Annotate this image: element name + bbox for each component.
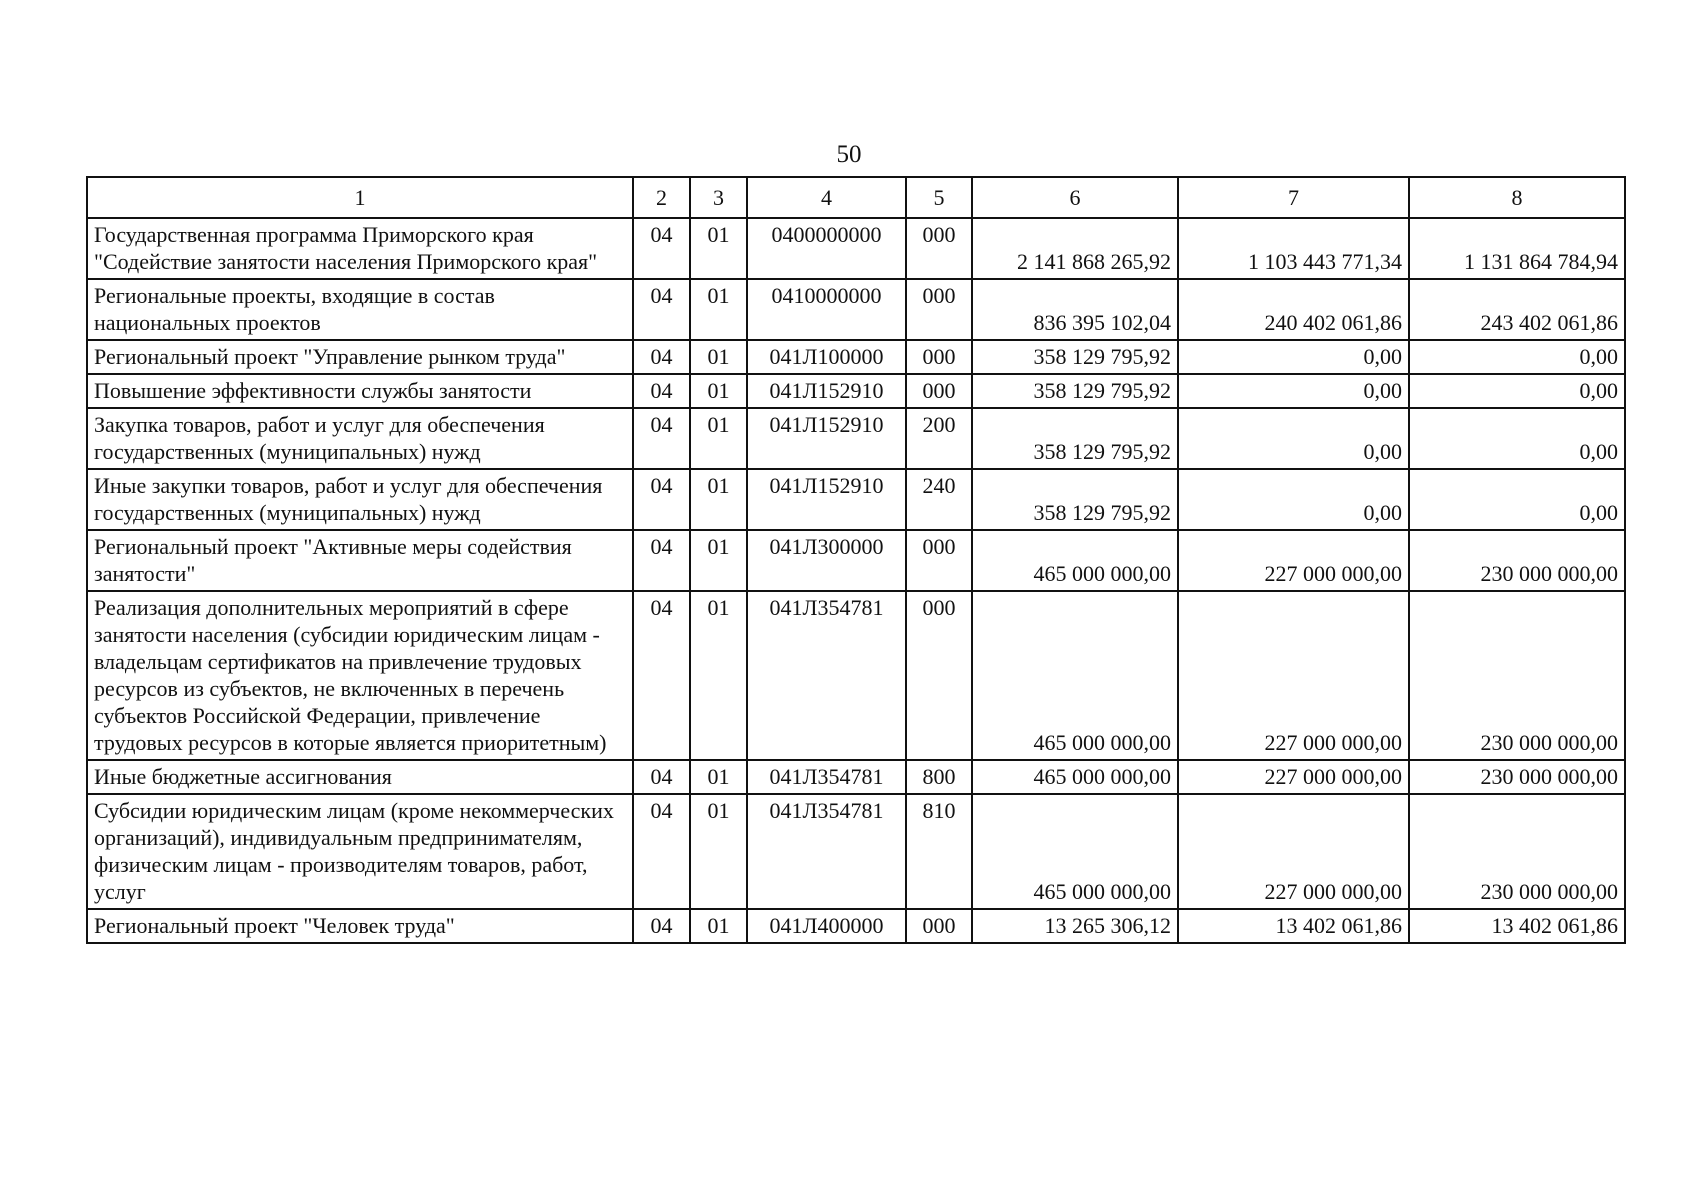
row-target-code: 0400000000 — [747, 218, 906, 279]
row-section-code: 04 — [633, 591, 690, 760]
row-name: Иные бюджетные ассигнования — [87, 760, 633, 794]
row-amount-col6: 2 141 868 265,92 — [972, 218, 1178, 279]
row-subsection-code: 01 — [690, 469, 747, 530]
row-subsection-code: 01 — [690, 340, 747, 374]
row-subsection-code: 01 — [690, 794, 747, 909]
table-row — [87, 794, 1625, 909]
table-row — [87, 408, 1625, 469]
row-name: Региональный проект "Человек труда" — [87, 909, 633, 943]
row-section-code: 04 — [633, 279, 690, 340]
row-subsection-code: 01 — [690, 374, 747, 408]
row-name: Региональные проекты, входящие в состав национальных проектов — [87, 279, 633, 340]
row-target-code: 041Л100000 — [747, 340, 906, 374]
row-subsection-code: 01 — [690, 591, 747, 760]
row-amount-col6: 465 000 000,00 — [972, 530, 1178, 591]
header-col-2: 2 — [633, 177, 690, 218]
row-amount-col8: 230 000 000,00 — [1409, 794, 1625, 909]
row-section-code: 04 — [633, 530, 690, 591]
header-col-7: 7 — [1178, 177, 1409, 218]
header-col-6: 6 — [972, 177, 1178, 218]
row-section-code: 04 — [633, 909, 690, 943]
row-subsection-code: 01 — [690, 279, 747, 340]
row-amount-col8: 230 000 000,00 — [1409, 760, 1625, 794]
row-expense-type-code: 000 — [906, 340, 972, 374]
table-row — [87, 218, 1625, 279]
row-amount-col6: 465 000 000,00 — [972, 760, 1178, 794]
row-amount-col6: 465 000 000,00 — [972, 794, 1178, 909]
row-amount-col7: 227 000 000,00 — [1178, 591, 1409, 760]
row-expense-type-code: 800 — [906, 760, 972, 794]
row-amount-col7: 13 402 061,86 — [1178, 909, 1409, 943]
budget-table — [86, 176, 1626, 944]
row-amount-col7: 0,00 — [1178, 408, 1409, 469]
table-row — [87, 469, 1625, 530]
table-row — [87, 530, 1625, 591]
row-amount-col8: 0,00 — [1409, 408, 1625, 469]
row-amount-col7: 0,00 — [1178, 340, 1409, 374]
row-section-code: 04 — [633, 760, 690, 794]
table-row — [87, 909, 1625, 943]
row-amount-col6: 836 395 102,04 — [972, 279, 1178, 340]
row-amount-col6: 465 000 000,00 — [972, 591, 1178, 760]
row-expense-type-code: 000 — [906, 530, 972, 591]
row-amount-col7: 227 000 000,00 — [1178, 794, 1409, 909]
row-amount-col8: 243 402 061,86 — [1409, 279, 1625, 340]
row-name: Региональный проект "Активные меры содействия занятости" — [87, 530, 633, 591]
row-amount-col7: 227 000 000,00 — [1178, 760, 1409, 794]
row-name: Субсидии юридическим лицам (кроме некоммерческих организаций), индивидуальным предпринимателям, физическим лицам - производителям товаров, работ, услуг — [87, 794, 633, 909]
row-target-code: 0410000000 — [747, 279, 906, 340]
row-subsection-code: 01 — [690, 530, 747, 591]
row-subsection-code: 01 — [690, 408, 747, 469]
row-target-code: 041Л152910 — [747, 374, 906, 408]
row-target-code: 041Л152910 — [747, 408, 906, 469]
table-row — [87, 279, 1625, 340]
row-amount-col8: 230 000 000,00 — [1409, 530, 1625, 591]
row-amount-col7: 0,00 — [1178, 374, 1409, 408]
row-name: Повышение эффективности службы занятости — [87, 374, 633, 408]
row-expense-type-code: 000 — [906, 279, 972, 340]
header-col-1: 1 — [87, 177, 633, 218]
table-row — [87, 374, 1625, 408]
table-row — [87, 340, 1625, 374]
page-number: 50 — [836, 141, 862, 168]
row-expense-type-code: 000 — [906, 591, 972, 760]
row-amount-col8: 0,00 — [1409, 340, 1625, 374]
row-amount-col6: 358 129 795,92 — [972, 374, 1178, 408]
row-amount-col7: 240 402 061,86 — [1178, 279, 1409, 340]
row-name: Закупка товаров, работ и услуг для обеспечения государственных (муниципальных) нужд — [87, 408, 633, 469]
row-amount-col6: 358 129 795,92 — [972, 408, 1178, 469]
row-section-code: 04 — [633, 408, 690, 469]
row-amount-col8: 230 000 000,00 — [1409, 591, 1625, 760]
row-section-code: 04 — [633, 794, 690, 909]
table-row — [87, 760, 1625, 794]
header-col-3: 3 — [690, 177, 747, 218]
row-target-code: 041Л400000 — [747, 909, 906, 943]
row-subsection-code: 01 — [690, 760, 747, 794]
row-subsection-code: 01 — [690, 909, 747, 943]
row-target-code: 041Л354781 — [747, 794, 906, 909]
header-row — [87, 177, 1625, 218]
row-target-code: 041Л152910 — [747, 469, 906, 530]
row-section-code: 04 — [633, 340, 690, 374]
row-amount-col8: 13 402 061,86 — [1409, 909, 1625, 943]
header-col-5: 5 — [906, 177, 972, 218]
row-amount-col8: 0,00 — [1409, 374, 1625, 408]
row-amount-col7: 0,00 — [1178, 469, 1409, 530]
row-expense-type-code: 000 — [906, 374, 972, 408]
row-amount-col8: 1 131 864 784,94 — [1409, 218, 1625, 279]
row-name: Региональный проект "Управление рынком труда" — [87, 340, 633, 374]
row-amount-col6: 13 265 306,12 — [972, 909, 1178, 943]
row-expense-type-code: 200 — [906, 408, 972, 469]
row-amount-col6: 358 129 795,92 — [972, 469, 1178, 530]
table-row — [87, 591, 1625, 760]
row-section-code: 04 — [633, 374, 690, 408]
header-col-8: 8 — [1409, 177, 1625, 218]
row-amount-col7: 1 103 443 771,34 — [1178, 218, 1409, 279]
row-amount-col8: 0,00 — [1409, 469, 1625, 530]
row-target-code: 041Л354781 — [747, 760, 906, 794]
row-expense-type-code: 240 — [906, 469, 972, 530]
row-target-code: 041Л300000 — [747, 530, 906, 591]
row-expense-type-code: 000 — [906, 909, 972, 943]
row-section-code: 04 — [633, 218, 690, 279]
row-expense-type-code: 810 — [906, 794, 972, 909]
row-name: Иные закупки товаров, работ и услуг для обеспечения государственных (муниципальных) нужд — [87, 469, 633, 530]
row-target-code: 041Л354781 — [747, 591, 906, 760]
row-name: Реализация дополнительных мероприятий в сфере занятости населения (субсидии юридическим лицам - владельцам сертификатов на привлечение трудовых ресурсов из субъектов, не включенных в перечень субъектов Российской Федерации, привлечение трудовых ресурсов в которые является приоритетным) — [87, 591, 633, 760]
row-amount-col7: 227 000 000,00 — [1178, 530, 1409, 591]
header-col-4: 4 — [747, 177, 906, 218]
row-name: Государственная программа Приморского края "Содействие занятости населения Приморского края" — [87, 218, 633, 279]
row-section-code: 04 — [633, 469, 690, 530]
row-expense-type-code: 000 — [906, 218, 972, 279]
row-amount-col6: 358 129 795,92 — [972, 340, 1178, 374]
row-subsection-code: 01 — [690, 218, 747, 279]
